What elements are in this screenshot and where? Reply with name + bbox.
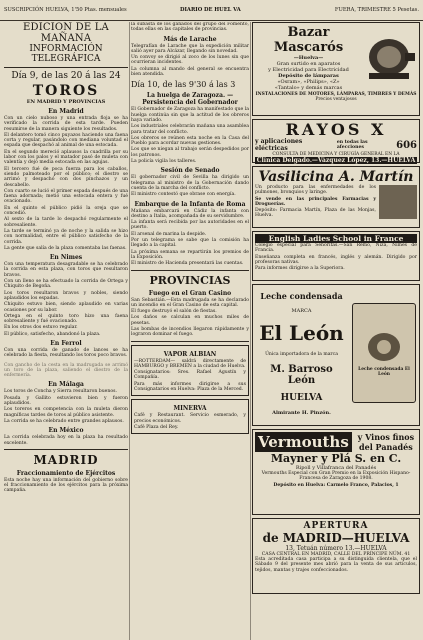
ad-line: Única importadora de la marca xyxy=(265,351,338,357)
masthead-subscription: SUSCRIPCIÓN HUELVA, 1'50 Ptas. mensuales xyxy=(4,7,127,13)
apertura-ad xyxy=(252,518,420,594)
article-paragraph: Los industriales celebrarán mañana una asamblea para tratar del conflicto. xyxy=(131,124,249,135)
ad-title: Leche condensada xyxy=(260,290,343,301)
article-paragraph: Telegrafían de Larache que la expedición militar salió ayer para Alcázar, llegando sin novedad. xyxy=(131,43,249,54)
article-paragraph: La tarde se terminó ya de noche y la salida se hizo con normalidad, entre el público satisfecho de la corrida. xyxy=(4,228,128,245)
article-paragraph: La gente que salía de la plaza comentaba las faenas. xyxy=(4,245,127,251)
section-label: La huelga de Zaragoza. — Persistencia del Gobernador xyxy=(142,92,238,107)
article-paragraph: En el quinto el público pidió la oreja que se concedió. xyxy=(4,205,128,217)
section-label: Embarque de la Infanta de Roma xyxy=(134,200,246,208)
section-label: Sesión de Senado xyxy=(160,167,220,175)
vermouths-ad xyxy=(252,429,420,515)
company-name: Mayner y Plá S. en C. xyxy=(270,452,402,465)
article-paragraph: El ministro contestó que obrase con energía. xyxy=(131,192,236,198)
cafe-ad xyxy=(131,399,249,434)
article-paragraph: La próxima semana se repartirán los premios de la Exposición. xyxy=(131,249,249,260)
section-label: En Ferrol xyxy=(50,339,82,347)
article-paragraph: El gobernador civil de Sevilla ha dirigido un telegrama al ministro de la Gobernación dando cuenta de la marcha del conflicto. xyxy=(131,175,249,191)
article-paragraph: Los toros resultaron bravos y nobles, siendo aplaudidos los espadas. xyxy=(4,290,128,301)
section-label: En Madrid xyxy=(48,108,84,115)
article-paragraph: El delantero tomó cinco puyazos haciendo una faena corta y regular, pasándolo con mediana voluntad el espada que despachó al animal de una estocada. xyxy=(4,132,128,149)
article-paragraph: El fuego destruyó el salón de fiestas. xyxy=(131,309,217,315)
article-paragraph: El arsenal de marina la despide. xyxy=(131,231,207,237)
ad-paragraph: Un producto para las enfermedades de los pulmones, bronquios y laringe. xyxy=(255,185,376,196)
phone-number: 606 xyxy=(396,139,417,151)
ad-title: Vermouths xyxy=(255,432,352,452)
toros-subheading: EN MADRID Y PROVINCIAS xyxy=(26,99,106,105)
divider xyxy=(4,449,128,450)
ad-paragraph: Esta acreditada casa participa a su distinguida clientela, que el Sábado 9 del presente mes abrió para la venta de sus artículos, tejidos, mantas y trajes confeccionados. xyxy=(255,557,417,573)
ad-title: English Ladies School in France xyxy=(255,234,417,243)
ad-paragraph: —ROTTERDAM— saldrá directamente de HAMBURGO y BREMEN a la ciudad de Huelva. xyxy=(134,358,246,369)
article-paragraph: El público, satisfecho, abandonó la plaza. xyxy=(4,331,101,337)
article-paragraph: Con cuarto se lució el primer espada después de una faena adornada; metió una estocada entera y fué ovacionado. xyxy=(4,188,128,205)
lion-icon xyxy=(364,330,404,364)
ad-line: y aplicaciones eléctricas xyxy=(255,138,303,152)
provincias-heading: PROVINCIAS xyxy=(149,273,231,287)
article-paragraph: La policía vigila los talleres. xyxy=(131,159,197,165)
clinic-name: Clínica Delgado.—Vázquez López, 13.—HUELVA xyxy=(256,157,416,164)
section-label: En Nimes xyxy=(49,254,83,262)
article-paragraph: Con una temperatura desagradable se ha celebrado la corrida en esta plaza, con toros que resultaron bravos. xyxy=(4,262,128,278)
article-paragraph: La infanta será recibida por las autoridades en el puerto. xyxy=(131,220,249,231)
article-paragraph: Con una corrida de ganado de lances se ha celebrado la fiesta, resultando los toros poco bravos. xyxy=(4,347,128,359)
column-news xyxy=(131,22,249,640)
ad-city: —Huelva— xyxy=(293,55,324,61)
article-paragraph: Al sexto de la tarde lo despachó regularmente el sobresaliente. xyxy=(4,217,128,228)
ad-paragraph: Colegio especial para Señoritas.—San Remo, Niza, Nimes de Francia. xyxy=(255,243,417,254)
ad-line: Almirante H. Pinzón. xyxy=(272,409,331,416)
column-rule xyxy=(129,22,130,640)
edition-heading: EDICIÓN DE LA MAÑANA xyxy=(23,22,109,44)
ad-line: CASA CENTRAL EN MADRID, CALLE DEL PRÍNCIPE NÚM. 41 xyxy=(261,552,411,557)
tin-label: Leche condensada El León xyxy=(358,366,410,377)
article-paragraph: la subasta de los ganados del grupo del Fomento, todas ellas en las capitales de provincias. xyxy=(131,22,249,33)
ad-paragraph: Para más informes dirigirse a sus Consignatarios en Huelva: Plaza de la Merced. xyxy=(134,381,246,393)
ad-paragraph: Vermouths Especial con Gran Premio en la Exposición Hispano-Francesa de Zaragoza de 1908. xyxy=(261,471,411,482)
divider xyxy=(131,341,249,342)
english-school-ad xyxy=(252,231,420,281)
article-paragraph: Chiquito estuvo bien, siendo aplaudido en varias ocasiones por su labor. xyxy=(4,302,128,313)
article-paragraph: La columna al mando del general se encuentra bien atendida. xyxy=(131,66,249,78)
ad-heading: MINERVA xyxy=(173,405,207,413)
ad-line: «Osram», «Philips», «Z» xyxy=(277,79,340,85)
ad-paragraph: Café y Restaurant. Servicio esmerado, y precios económicos. xyxy=(134,413,246,424)
ad-line: Precios ventajosos xyxy=(315,97,357,102)
section-label: Fraccionamiento de Ejércitos xyxy=(16,469,116,477)
ad-paragraph: Café Plaza del Rey. xyxy=(134,424,179,430)
ad-line: en todas las afecciones xyxy=(336,140,368,150)
section-label: En Málaga xyxy=(48,381,84,389)
rayos-x-ad xyxy=(252,119,420,163)
ad-line: «Tantalo» y demás marcas xyxy=(274,85,343,91)
dateline: Día 9, de las 20 á las 24 xyxy=(11,71,121,81)
ad-line: CONSULTA DE MEDICINA Y CIRUGÍA GENERAL EN LA xyxy=(272,152,400,157)
article-paragraph: Con un lleno se ha efectuado la corrida de Ortega y Chiquito de Begoña. xyxy=(4,279,128,290)
article-paragraph: Los daños se calculan en muchos miles de pesetas. xyxy=(131,315,249,326)
ad-line: HUELVA xyxy=(280,392,323,403)
article-paragraph: San Sebastián.—Esta madrugada se ha declarado un incendio en el Gran Casino de esta capital. xyxy=(131,297,249,308)
column-telegraph xyxy=(4,22,128,640)
ad-line: MARCA xyxy=(291,307,312,314)
masthead xyxy=(0,0,423,21)
dateline: Día 10, de las 9'30 á las 3 xyxy=(131,80,236,90)
toros-heading: TOROS xyxy=(32,83,100,99)
article-paragraph: Ortega en el quinto toro hizo una faena sobresaliente y fué ovacionado. xyxy=(4,313,128,325)
article-paragraph: Posada y Gallito estuvieron bien y fueron aplaudidos. xyxy=(4,395,128,407)
divider xyxy=(4,67,128,68)
shipping-ad xyxy=(131,345,249,397)
ad-line: de MADRID—HUELVA xyxy=(262,531,410,545)
bazar-mascaros-ad xyxy=(252,22,420,116)
ad-title: Vasilicina A. Martín xyxy=(258,169,414,185)
ad-paragraph: Enseñanza completa en francés, inglés y alemán. Dirigido por profesoras nativas. xyxy=(255,254,417,265)
article-paragraph: En los otros dos estuvo regular. xyxy=(4,325,78,331)
section-label: Más de Larache xyxy=(163,35,217,43)
article-paragraph: El Gobernador de Zaragoza ha manifestado que la huelga continúa sin que la actitud de los obreros haya variado. xyxy=(131,107,249,123)
brand-name: El León xyxy=(259,320,344,345)
portrait-illustration xyxy=(379,185,417,219)
ad-heading: VAPOR ALBIAN xyxy=(163,350,217,358)
motor-illustration xyxy=(365,25,417,91)
section-label: En México xyxy=(48,427,84,435)
article-paragraph: Los obreros se reúnen esta noche en la Casa del Pueblo para acordar nuevas gestiones. xyxy=(131,135,249,147)
article-paragraph: Las bombas de incendios llegaron rápidamente y lograron dominar el fuego. xyxy=(131,326,249,338)
article-paragraph: La corrida celebrada hoy en la plaza ha resultado excelente. xyxy=(4,435,128,446)
ad-title: RAYOS X xyxy=(285,120,387,139)
article-paragraph: Los que se niegan al trabajo serán despedidos por los patronos. xyxy=(131,147,249,158)
column-ads xyxy=(252,22,420,640)
article-paragraph: El tercero fué de poca fuerza para los caballos, siendo palmoteado por el público; el diestro se arrimó y despachó con dos pinchazos y un descabello. xyxy=(4,166,128,188)
madrid-heading: MADRID xyxy=(33,452,99,467)
telegraph-heading: INFORMACIÓN TELEGRÁFICA xyxy=(29,44,103,64)
ad-line: Ripoll y Villafranca del Panadés xyxy=(295,465,377,471)
ad-paragraph: Para informes dirigirse a la Superiora. xyxy=(255,266,345,272)
article-paragraph: Con un cielo nuboso y una entrada floja se ha verificado la corrida de esta tarde. Pueden resumirse de la manera siguiente los resultados. xyxy=(4,116,128,132)
ad-line: y Vinos finos del Panadés xyxy=(357,432,415,452)
article-paragraph: En el segundo mereció aplausos la cuadrilla por su labor con los palos y el matador pasó de muleta con valentía y dejó media estocada en las agujas. xyxy=(4,149,128,166)
section-label: Fuego en el Gran Casino xyxy=(148,289,232,297)
article-paragraph: Mañana embarcará en Cádiz la infanta con destino a Italia, acompañada de su servidumbre. xyxy=(131,208,249,219)
ad-title: APERTURA xyxy=(303,521,369,531)
article-paragraph: Un convoy se dirigió al zoco de los lunes sin que ocurrieran incidentes. xyxy=(131,55,249,66)
column-rule xyxy=(250,22,251,640)
masthead-paper-title: DIARIO DE HUEL VA xyxy=(180,7,241,13)
article-paragraph: Los toreros en competencia con la muleta dieron magníficas tardes de toros al público asistente. xyxy=(4,407,128,418)
article-paragraph: Esta noche hay una información del gobierno sobre el fraccionamiento de los ejércitos para la próxima campaña. xyxy=(4,477,128,494)
ad-line: y Electricidad para Electricidad xyxy=(268,67,349,73)
article-paragraph: Por un telegrama se sabe que la comisión ha llegado a la capital. xyxy=(131,238,249,249)
ad-paragraph: Se vende en las principales Farmacias y Droguerías. xyxy=(255,196,376,207)
article-paragraph: Los toros de Concha y Sierra resultaron buenos. xyxy=(4,389,117,395)
ad-paragraph: Depósito en Huelva: Carmelo Franco, Palacios, 1 xyxy=(273,482,399,488)
masthead-trimestre: FUERA, TRIMESTRE 5 Pesetas. xyxy=(334,7,419,13)
article-paragraph: La corrida se ha celebrado entre grandes aplausos. xyxy=(4,418,124,424)
ad-paragraph: Consignatarios: Sres. Rafael Agustín y Compañía. xyxy=(134,370,246,381)
smeared-paragraph: Con gancho de la cesta en la madrugada se arrimó un toro de la plaza, saliendo el diestro de la enfermería. xyxy=(4,362,128,379)
ad-line: 13, Tetuán número 13.—HUELVA xyxy=(285,545,387,552)
ad-paragraph: Depósito: Farmacia Martín, Plaza de las Monjas, Huelva. xyxy=(255,208,376,219)
ad-title: Bazar Mascarós xyxy=(273,25,344,55)
ad-line: M. Barroso León xyxy=(270,363,333,386)
leche-el-leon-ad xyxy=(252,284,420,426)
ad-line: Depósito de lámparas xyxy=(278,73,339,79)
milk-tin-illustration xyxy=(351,287,417,419)
vasilicina-ad xyxy=(252,166,420,228)
divider xyxy=(131,270,249,271)
article-paragraph: El ministro de Hacienda presentará las cuentas. xyxy=(131,261,244,267)
ad-line: INSTALACIONES DE MOTORES, LÁMPARAS, TIMBRES Y DEMÁS xyxy=(255,92,417,97)
ad-line: Gran surtido en aparatos xyxy=(276,61,341,67)
